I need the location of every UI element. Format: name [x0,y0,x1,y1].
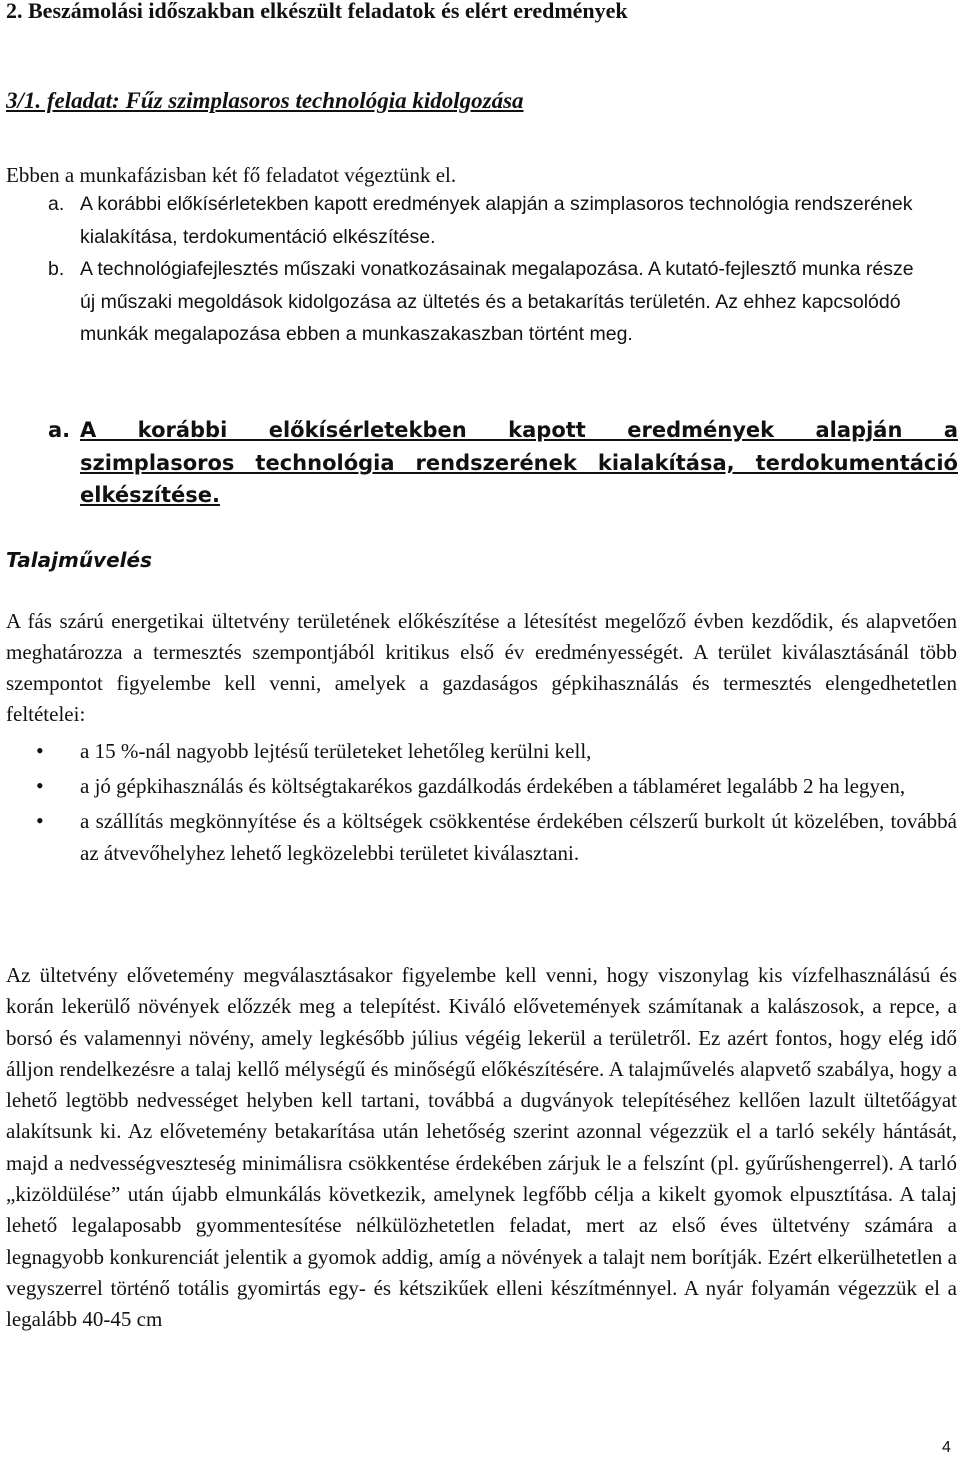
bullet-text: a szállítás megkönnyítése és a költségek csökkentése érdekében célszerű burkolt út közelében, továbbá az átvevőhelyhez lehető legközelebbi területet kiválasztani. [80,809,957,865]
bullet-item [6,770,957,802]
bullet-item [6,735,957,767]
bullet-text: a jó gépkihasználás és költségtakarékos gazdálkodás érdekében a táblaméret legalább 2 ha legyen, [80,774,906,798]
section-title: Talajművelés [6,548,152,572]
page-number: 4 [942,1439,951,1456]
task-list-item [48,188,928,253]
subheading-marker: a. [48,418,71,442]
bullet-icon: • [36,738,44,763]
subheading [48,414,958,512]
paragraph-1: A fás szárú energetikai ültetvény területének előkészítése a létesítést megelőző évben kezdődik, és alapvetően meghatározza a termesztés szempontjából kritikus első év eredményességét. A terület kiválasztásánál több szempontot figyelembe kell venni, amelyek a gazdaságos gépkihasználás és termesztés elengedhetetlen feltételei: [6,609,957,726]
bullet-list [6,735,957,872]
subheading-line-rest: szimplasoros technológia rendszerének kialakítása, terdokumentáció elkészítése. [80,450,958,507]
task-list-marker: b. [48,258,65,280]
bullet-item [6,805,957,869]
bullet-icon: • [36,808,44,833]
subheading-line-1: A korábbi előkísérletekben kapott eredmények alapján a [80,418,958,442]
bullet-icon: • [36,773,44,798]
task-list-text: A korábbi előkísérletekben kapott eredmények alapján a szimplasoros technológia rendszerének kialakítása, terdokumentáció elkészítése. [80,193,913,248]
task-list [48,188,928,351]
section-heading: 2. Beszámolási időszakban elkészült feladatok és elért eredmények [6,0,628,23]
task-list-text: A technológiafejlesztés műszaki vonatkozásainak megalapozása. A kutató-fejlesztő munka része új műszaki megoldások kidolgozása az ültetés és a betakarítás területén. Az ehhez kapcsolódó munkák megalapozása ebben a munkaszakaszban történt meg. [80,258,914,345]
task-title: 3/1. feladat: Fűz szimplasoros technológia kidolgozása [6,88,524,113]
paragraph-2: Az ültetvény elővetemény megválasztásakor figyelembe kell venni, hogy viszonylag kis vízfelhasználású és korán lekerülő növények előzzék meg a telepítést. Kiváló elővetemények számítanak a kalászosok, a repce, a borsó és valamennyi növény, amely legkésőbb július végéig lekerül a területről. Ez azért fontos, hogy elég idő álljon rendelkezésre a talaj kellő mélységű és minőségű előkészítésére. A talajművelés alapvető szabálya, hogy a lehető legtöbb nedvességet helyben kell tartani, továbbá a dugványok telepítéséhez kellően lazult ültetőágyat alakítsunk ki. Az elővetemény betakarítása után lehetőség szerint azonnal végezzük el a tarló sekély hántását, majd a nedvességveszteség minimálisra csökkentése érdekében zárjuk le a felszínt (pl. gyűrűshengerrel). A tarló „kizöldülése” után újabb elmunkálás következik, amelynek legfőbb célja a kikelt gyomok elpusztítása. A talaj lehető legalaposabb gyommentesítése nélkülözhetetlen feladat, mert az első éves ültetvény számára a legnagyobb konkurenciát jelentik a gyomok addig, amíg a növények a talajt nem borítják. Ezért elkerülhetetlen a vegyszerrel történő totális gyomirtás egy- és kétszikűek elleni készítménnyel. A nyár folyamán végezzük el a legalább 40-45 cm [6,963,957,1332]
task-list-item [48,253,928,351]
bullet-text: a 15 %-nál nagyobb lejtésű területeket lehetőleg kerülni kell, [80,739,592,763]
task-list-marker: a. [48,193,65,215]
intro-text: Ebben a munkafázisban két fő feladatot végeztünk el. [6,163,457,187]
subheading-text [80,414,958,512]
